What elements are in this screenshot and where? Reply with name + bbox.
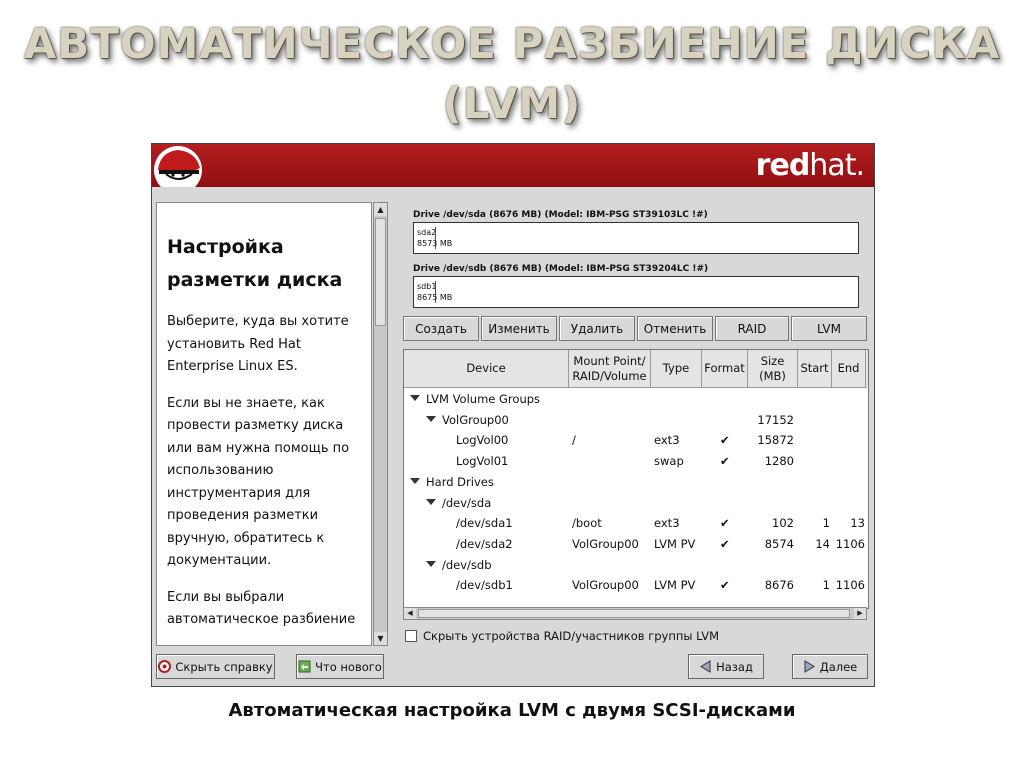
cell-size: 102 xyxy=(772,516,794,531)
cell-end: 13 xyxy=(850,516,865,531)
redhat-wordmark: redhat. xyxy=(755,148,864,183)
cell-device: /dev/sda2 xyxy=(456,536,513,551)
tree-row[interactable] xyxy=(404,556,868,576)
cell-size: 8676 xyxy=(764,578,794,593)
cell-device: /dev/sda xyxy=(442,495,492,510)
hide-help-button[interactable]: Скрыть справку xyxy=(156,654,275,679)
scroll-down-icon[interactable]: ▼ xyxy=(374,632,387,645)
drive-bar-sdb[interactable] xyxy=(413,276,859,308)
cell-start: 1 xyxy=(822,578,830,593)
cell-format: ✔ xyxy=(720,578,730,593)
tree-header xyxy=(404,350,868,388)
tree-row[interactable] xyxy=(404,535,868,555)
scroll-up-icon[interactable]: ▲ xyxy=(374,203,387,216)
drive-bar-sda[interactable] xyxy=(413,222,859,254)
cell-end: 1106 xyxy=(835,536,865,551)
cell-format: ✔ xyxy=(720,516,730,531)
create-button[interactable]: Создать xyxy=(403,316,479,341)
cell-size: 17152 xyxy=(757,412,794,427)
notes-icon xyxy=(298,660,311,673)
cell-device: /dev/sda1 xyxy=(456,516,513,531)
scroll-right-icon[interactable]: ▶ xyxy=(854,608,866,619)
cell-size: 1280 xyxy=(764,454,794,469)
tree-row[interactable] xyxy=(404,431,868,451)
cell-end: 1106 xyxy=(835,578,865,593)
cell-type: LVM PV xyxy=(654,578,696,593)
cell-size: 15872 xyxy=(757,433,794,448)
help-paragraph: Если вы выбрали автоматическое разбиение xyxy=(167,589,356,627)
drive-map xyxy=(403,199,866,311)
cell-type: LVM PV xyxy=(654,536,696,551)
cell-start: 14 xyxy=(815,536,830,551)
expander-icon[interactable] xyxy=(410,478,420,484)
scroll-thumb[interactable] xyxy=(418,609,850,618)
column-header-device[interactable]: Device xyxy=(404,350,569,388)
installer-window xyxy=(151,143,875,687)
column-header-start[interactable]: Start xyxy=(798,350,832,388)
lvm-button[interactable]: LVM xyxy=(791,316,867,341)
help-paragraph: Если вы не знаете, как провести разметку диска или вам нужна помощь по использованию инструментария для проведения разметки вручную, обратитесь к документации. xyxy=(167,395,350,568)
next-button[interactable]: Далее xyxy=(792,654,868,679)
column-header-type[interactable]: Type xyxy=(651,350,702,388)
scroll-thumb[interactable] xyxy=(375,218,386,326)
tree-row[interactable] xyxy=(404,494,868,514)
redhat-logo-icon xyxy=(152,144,207,187)
help-paragraph: Выберите, куда вы хотите установить Red Hat Enterprise Linux ES. xyxy=(167,314,349,374)
release-notes-button[interactable]: Что нового xyxy=(296,654,384,679)
cell-mount: /boot xyxy=(572,516,602,531)
slide-caption: Автоматическая настройка LVM с двумя SCSI-дисками xyxy=(228,700,796,721)
tree-row[interactable] xyxy=(404,514,868,534)
tree-row[interactable] xyxy=(404,452,868,472)
cell-format: ✔ xyxy=(720,433,730,448)
cell-device: VolGroup00 xyxy=(442,412,509,427)
cell-format: ✔ xyxy=(720,536,730,551)
expander-icon[interactable] xyxy=(426,416,436,422)
cell-device: LogVol01 xyxy=(456,454,509,469)
cell-device: Hard Drives xyxy=(426,474,494,489)
tree-row[interactable] xyxy=(404,390,868,410)
cell-start: 1 xyxy=(822,516,830,531)
scroll-left-icon[interactable]: ◀ xyxy=(404,608,416,619)
tree-row[interactable] xyxy=(404,411,868,431)
drive-label: Drive /dev/sda (8676 MB) (Model: IBM-PSG ST39103LC !#) xyxy=(413,210,708,220)
cell-type: ext3 xyxy=(654,433,680,448)
cell-device: /dev/sdb1 xyxy=(456,578,513,593)
column-header-end[interactable]: End xyxy=(832,350,866,388)
column-header-size[interactable]: Size (MB) xyxy=(748,350,798,388)
back-button[interactable]: Назад xyxy=(688,654,764,679)
cell-type: swap xyxy=(654,454,684,469)
cell-type: ext3 xyxy=(654,516,680,531)
column-header-mount[interactable]: Mount Point/ RAID/Volume xyxy=(569,350,651,388)
help-scrollbar[interactable] xyxy=(373,202,388,646)
cell-device: LVM Volume Groups xyxy=(426,392,541,406)
cell-format: ✔ xyxy=(720,454,730,469)
cell-device: LogVol00 xyxy=(456,433,509,448)
tree-hscrollbar[interactable] xyxy=(403,607,867,620)
partition-segment[interactable]: sda2 8573 MB xyxy=(417,228,453,248)
expander-icon[interactable] xyxy=(426,561,436,567)
help-panel xyxy=(156,202,372,646)
cell-size: 8574 xyxy=(764,536,794,551)
expander-icon[interactable] xyxy=(426,499,436,505)
expander-icon[interactable] xyxy=(410,395,420,401)
arrow-left-icon xyxy=(699,660,712,673)
cell-mount: VolGroup00 xyxy=(572,536,639,551)
partition-segment[interactable]: sdb1 8675 MB xyxy=(417,282,453,302)
partition-toolbar xyxy=(403,316,867,342)
tree-row[interactable] xyxy=(404,576,868,596)
tree-row[interactable] xyxy=(404,473,868,493)
slide-title: АВТОМАТИЧЕСКОЕ РАЗБИЕНИЕ ДИСКА (LVM) xyxy=(23,19,1001,128)
drive-label: Drive /dev/sdb (8676 MB) (Model: IBM-PSG ST39204LC !#) xyxy=(413,264,709,274)
cell-device: /dev/sdb xyxy=(442,557,492,572)
column-header-format[interactable]: Format xyxy=(702,350,748,388)
cell-mount: / xyxy=(572,433,576,448)
redhat-banner xyxy=(152,144,874,187)
help-icon xyxy=(158,660,171,673)
edit-button[interactable]: Изменить xyxy=(481,316,557,341)
cell-mount: VolGroup00 xyxy=(572,578,639,593)
arrow-right-icon xyxy=(803,660,816,673)
help-title: Настройка разметки диска xyxy=(167,236,343,291)
hide-raid-option[interactable] xyxy=(405,629,719,643)
raid-button[interactable]: RAID xyxy=(715,316,789,341)
reset-button[interactable]: Отменить xyxy=(637,316,713,341)
partition-tree[interactable] xyxy=(403,349,869,609)
delete-button[interactable]: Удалить xyxy=(559,316,635,341)
hide-raid-label: Скрыть устройства RAID/участников группы LVM xyxy=(423,629,720,643)
hide-raid-checkbox[interactable] xyxy=(405,630,417,642)
